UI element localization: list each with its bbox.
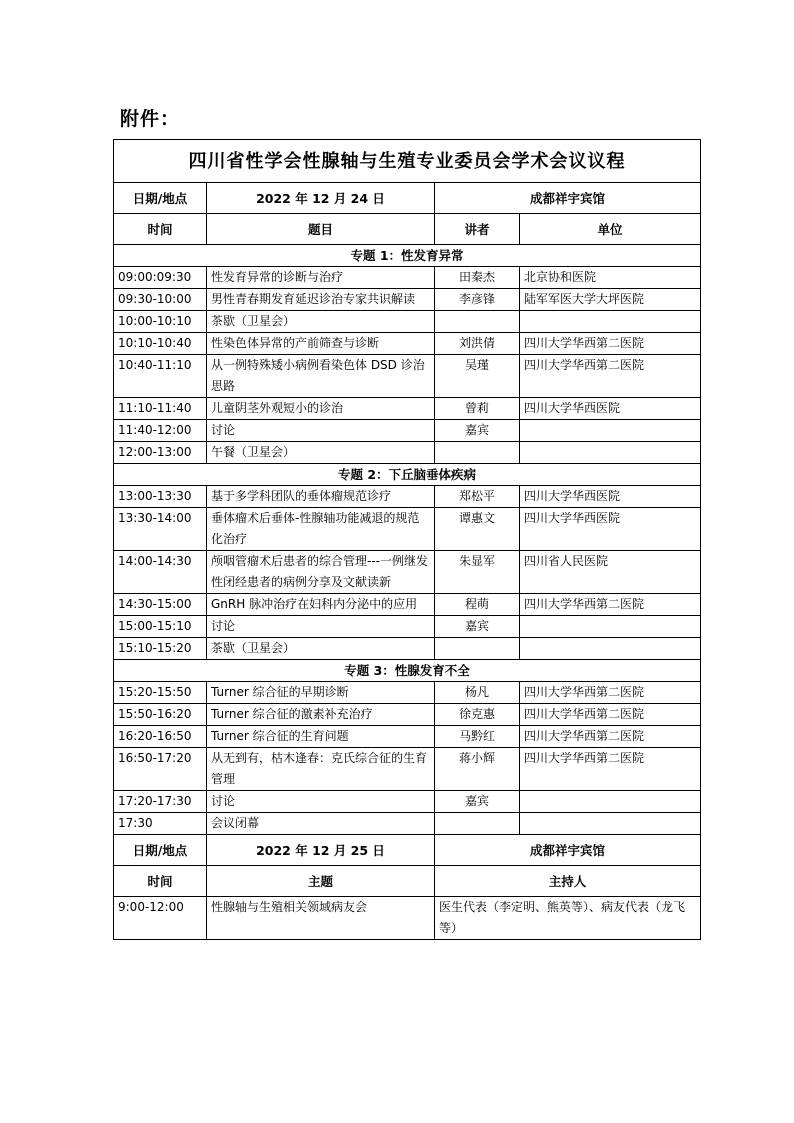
row-topic: 讨论: [207, 616, 435, 638]
section-title: 专题 1：性发育异常: [114, 245, 701, 267]
row-topic: 颅咽管瘤术后患者的综合管理---一例继发性闭经患者的病例分享及文献读新: [207, 551, 435, 594]
row-topic: 茶歇（卫星会）: [207, 311, 435, 333]
section-title: 专题 2：下丘脑垂体疾病: [114, 464, 701, 486]
row-topic: 基于多学科团队的垂体瘤规范诊疗: [207, 486, 435, 508]
row-time: 12:00-13:00: [114, 442, 207, 464]
row-speaker: 刘洪倩: [435, 333, 520, 355]
row-speaker: 嘉宾: [435, 616, 520, 638]
agenda-table: [113, 139, 701, 940]
row-speaker: 马黔红: [435, 726, 520, 748]
table-row: [114, 420, 701, 442]
row-time: 10:40-11:10: [114, 355, 207, 398]
row-unit: 四川大学华西第二医院: [520, 726, 701, 748]
row-speaker: 蒋小辉: [435, 748, 520, 791]
table-row: [114, 442, 701, 464]
row-unit: [520, 813, 701, 835]
day1-venue: 成都祥宇宾馆: [435, 183, 701, 214]
day2-date-row: [114, 835, 701, 866]
table-row: [114, 813, 701, 835]
row-host: 医生代表（李定明、熊英等）、病友代表（龙飞等）: [435, 897, 701, 940]
table-row: [114, 638, 701, 660]
row-unit: 四川大学华西医院: [520, 486, 701, 508]
row-topic: 讨论: [207, 791, 435, 813]
row-speaker: 杨凡: [435, 682, 520, 704]
row-unit: 四川省人民医院: [520, 551, 701, 594]
row-topic: 性腺轴与生殖相关领域病友会: [207, 897, 435, 940]
row-topic: Turner 综合征的生育问题: [207, 726, 435, 748]
row-topic: 儿童阴茎外观短小的诊治: [207, 398, 435, 420]
header-topic: 题目: [207, 214, 435, 245]
row-speaker: 田秦杰: [435, 267, 520, 289]
header-speaker: 讲者: [435, 214, 520, 245]
row-speaker: 嘉宾: [435, 791, 520, 813]
attachment-label: 附件：: [120, 108, 181, 130]
day2-venue: 成都祥宇宾馆: [435, 835, 701, 866]
table-row: [114, 791, 701, 813]
row-topic: 讨论: [207, 420, 435, 442]
row-topic: 从无到有，枯木逢春：克氏综合征的生育管理: [207, 748, 435, 791]
day2-header-topic: 主题: [207, 866, 435, 897]
row-time: 15:10-15:20: [114, 638, 207, 660]
row-time: 09:30-10:00: [114, 289, 207, 311]
row-time: 17:20-17:30: [114, 791, 207, 813]
row-speaker: 吴瑾: [435, 355, 520, 398]
table-row: [114, 594, 701, 616]
table-row: [114, 508, 701, 551]
table-row: [114, 355, 701, 398]
day1-date: 2022 年 12 月 24 日: [207, 183, 435, 214]
agenda-title: 四川省性学会性腺轴与生殖专业委员会学术会议议程: [114, 140, 701, 183]
row-time: 10:00-10:10: [114, 311, 207, 333]
table-row: [114, 267, 701, 289]
row-unit: [520, 442, 701, 464]
row-topic: 性发育异常的诊断与治疗: [207, 267, 435, 289]
row-unit: 四川大学华西第二医院: [520, 748, 701, 791]
row-unit: 四川大学华西第二医院: [520, 594, 701, 616]
day1-date-row: [114, 183, 701, 214]
row-speaker: 嘉宾: [435, 420, 520, 442]
row-unit: 四川大学华西医院: [520, 508, 701, 551]
row-topic: 垂体瘤术后垂体-性腺轴功能减退的规范化治疗: [207, 508, 435, 551]
day2-header-time: 时间: [114, 866, 207, 897]
row-time: 09:00:09:30: [114, 267, 207, 289]
table-row: [114, 289, 701, 311]
row-topic: 会议闭幕: [207, 813, 435, 835]
day2-date: 2022 年 12 月 25 日: [207, 835, 435, 866]
row-time: 11:40-12:00: [114, 420, 207, 442]
row-unit: 四川大学华西第二医院: [520, 333, 701, 355]
row-time: 14:00-14:30: [114, 551, 207, 594]
row-topic: Turner 综合征的早期诊断: [207, 682, 435, 704]
row-speaker: 郑松平: [435, 486, 520, 508]
row-unit: [520, 638, 701, 660]
row-time: 15:50-16:20: [114, 704, 207, 726]
row-topic: 午餐（卫星会）: [207, 442, 435, 464]
row-speaker: [435, 638, 520, 660]
table-row: [114, 551, 701, 594]
agenda-body: [114, 140, 701, 940]
row-speaker: [435, 311, 520, 333]
table-row: [114, 398, 701, 420]
day2-header-host: 主持人: [435, 866, 701, 897]
section-title-row: [114, 660, 701, 682]
row-speaker: [435, 813, 520, 835]
row-time: 15:20-15:50: [114, 682, 207, 704]
row-time: 14:30-15:00: [114, 594, 207, 616]
row-time: 11:10-11:40: [114, 398, 207, 420]
row-unit: 四川大学华西第二医院: [520, 704, 701, 726]
row-time: 16:20-16:50: [114, 726, 207, 748]
row-time: 13:30-14:00: [114, 508, 207, 551]
row-speaker: 谭惠文: [435, 508, 520, 551]
section-title-row: [114, 464, 701, 486]
row-unit: [520, 311, 701, 333]
row-time: 9:00-12:00: [114, 897, 207, 940]
row-unit: 四川大学华西第二医院: [520, 682, 701, 704]
table-row: [114, 486, 701, 508]
row-topic: 从一例特殊矮小病例看染色体 DSD 诊治思路: [207, 355, 435, 398]
table-row: [114, 333, 701, 355]
row-time: 15:00-15:10: [114, 616, 207, 638]
header-time: 时间: [114, 214, 207, 245]
row-unit: [520, 420, 701, 442]
row-unit: 陆军军医大学大坪医院: [520, 289, 701, 311]
day2-header-row: [114, 866, 701, 897]
row-speaker: 程萌: [435, 594, 520, 616]
day2-date-place-label: 日期/地点: [114, 835, 207, 866]
row-speaker: 李彦锋: [435, 289, 520, 311]
row-topic: 男性青春期发育延迟诊治专家共识解读: [207, 289, 435, 311]
section-title: 专题 3：性腺发育不全: [114, 660, 701, 682]
table-row: [114, 704, 701, 726]
table-row: [114, 682, 701, 704]
row-unit: [520, 616, 701, 638]
row-topic: Turner 综合征的激素补充治疗: [207, 704, 435, 726]
table-row: [114, 748, 701, 791]
row-speaker: 徐克惠: [435, 704, 520, 726]
table-row: [114, 311, 701, 333]
section-title-row: [114, 245, 701, 267]
row-time: 10:10-10:40: [114, 333, 207, 355]
row-unit: [520, 791, 701, 813]
header-unit: 单位: [520, 214, 701, 245]
day1-date-place-label: 日期/地点: [114, 183, 207, 214]
row-time: 13:00-13:30: [114, 486, 207, 508]
row-topic: 茶歇（卫星会）: [207, 638, 435, 660]
table-row: [114, 616, 701, 638]
table-row: [114, 726, 701, 748]
day1-header-row: [114, 214, 701, 245]
row-topic: 性染色体异常的产前筛查与诊断: [207, 333, 435, 355]
row-unit: 四川大学华西第二医院: [520, 355, 701, 398]
row-speaker: 朱显军: [435, 551, 520, 594]
row-time: 16:50-17:20: [114, 748, 207, 791]
row-unit: 北京协和医院: [520, 267, 701, 289]
row-topic: GnRH 脉冲治疗在妇科内分泌中的应用: [207, 594, 435, 616]
table-row: [114, 897, 701, 940]
row-speaker: 曾莉: [435, 398, 520, 420]
row-unit: 四川大学华西医院: [520, 398, 701, 420]
row-speaker: [435, 442, 520, 464]
title-row: [114, 140, 701, 183]
row-time: 17:30: [114, 813, 207, 835]
